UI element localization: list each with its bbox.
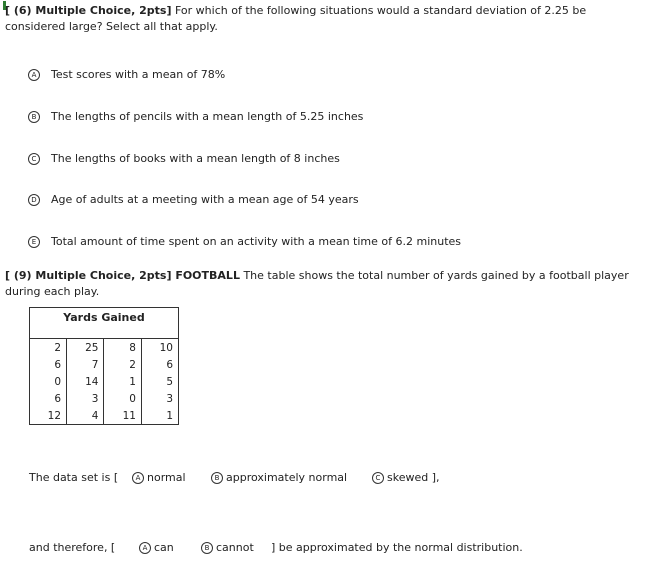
question-9-text: The table shows the total number of yards gained by a football player during each play. — [5, 269, 629, 298]
approximation-sentence-end — [271, 541, 523, 554]
table-cell: 4 — [67, 407, 104, 424]
question-6-prefix: [ (6) Multiple Choice, 2pts] — [5, 4, 172, 17]
s1-option-c[interactable] — [372, 471, 440, 484]
s2-option-b-label: cannot — [216, 541, 254, 554]
q6-option-d[interactable] — [28, 193, 359, 206]
table-row — [30, 373, 178, 390]
option-circle-c[interactable]: C — [372, 472, 384, 484]
table-cell: 25 — [67, 339, 104, 356]
approximation-sentence-start: and therefore, [ — [29, 541, 116, 554]
s1-option-a-label: normal — [147, 471, 186, 484]
question-6-prompt — [5, 3, 640, 35]
data-set-sentence-start: The data set is [ — [29, 471, 119, 484]
table-cell: 3 — [67, 390, 104, 407]
option-circle-b[interactable]: B — [211, 472, 223, 484]
s2-option-b[interactable] — [201, 541, 254, 554]
q6-option-c[interactable] — [28, 152, 340, 165]
question-9-prompt — [5, 268, 640, 300]
table-cell: 0 — [54, 375, 62, 388]
s1-option-b-label: approximately normal — [226, 471, 348, 484]
question-9-prefix: [ (9) Multiple Choice, 2pts] FOOTBALL — [5, 269, 240, 282]
s1-option-b[interactable] — [211, 471, 347, 484]
yards-table — [29, 307, 179, 425]
option-circle-b[interactable]: B — [201, 542, 213, 554]
option-circle-a[interactable]: A — [28, 69, 40, 81]
s2-option-a-label: can — [154, 541, 174, 554]
table-cell: 6 — [54, 358, 62, 371]
table-cell: 2 — [104, 356, 141, 373]
table-row — [30, 407, 178, 424]
table-cell: 1 — [141, 407, 178, 424]
s2-option-a[interactable] — [139, 541, 174, 554]
table-cell: 6 — [141, 356, 178, 373]
table-cell: 2 — [54, 341, 62, 354]
option-circle-a[interactable]: A — [139, 542, 151, 554]
q6-option-a-label: Test scores with a mean of 78% — [51, 68, 226, 81]
q6-option-a[interactable] — [28, 68, 225, 81]
data-set-sentence — [29, 471, 118, 484]
q6-option-c-label: The lengths of books with a mean length of 8 inches — [51, 152, 340, 165]
table-cell: 14 — [67, 373, 104, 390]
table-row — [30, 356, 178, 373]
table-cell: 10 — [141, 339, 178, 356]
q6-option-d-label: Age of adults at a meeting with a mean age of 54 years — [51, 193, 359, 206]
option-circle-a[interactable]: A — [132, 472, 144, 484]
table-cell: 12 — [47, 409, 62, 422]
option-circle-d[interactable]: D — [28, 194, 40, 206]
q6-option-b-label: The lengths of pencils with a mean length of 5.25 inches — [51, 110, 364, 123]
table-row — [30, 390, 178, 407]
yards-table-grid — [30, 339, 178, 424]
table-cell: 1 — [104, 373, 141, 390]
table-cell: 7 — [67, 356, 104, 373]
question-6-text: For which of the following situations would a standard deviation of 2.25 be considered large? Select all that apply. — [5, 4, 587, 33]
q6-option-b[interactable] — [28, 110, 363, 123]
s1-option-c-label: skewed ], — [387, 471, 440, 484]
option-circle-b[interactable]: B — [28, 111, 40, 123]
table-cell: 6 — [54, 392, 62, 405]
table-row — [30, 339, 178, 356]
table-cell: 0 — [104, 390, 141, 407]
s1-option-a[interactable] — [132, 471, 186, 484]
table-cell: 11 — [104, 407, 141, 424]
table-cell: 8 — [104, 339, 141, 356]
option-circle-e[interactable]: E — [28, 236, 40, 248]
option-circle-c[interactable]: C — [28, 153, 40, 165]
table-cell: 3 — [141, 390, 178, 407]
approximation-sentence — [29, 541, 115, 554]
q6-option-e-label: Total amount of time spent on an activity with a mean time of 6.2 minutes — [51, 235, 462, 248]
table-cell: 5 — [141, 373, 178, 390]
yards-table-title: Yards Gained — [30, 308, 178, 339]
approximation-sentence-end-text: ] be approximated by the normal distribution. — [271, 541, 523, 554]
q6-option-e[interactable] — [28, 235, 461, 248]
